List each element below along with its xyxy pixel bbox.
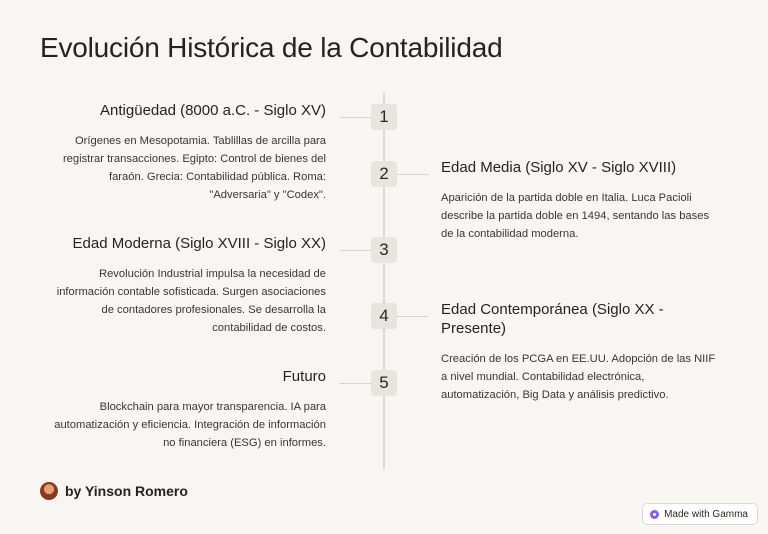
timeline-entry-4 (441, 300, 717, 404)
timeline-entry-text: Orígenes en Mesopotamia. Tablillas de arcilla para registrar transacciones. Egipto: Control de bienes del faraón. Grecia: Contabilidad pública. Roma: "Adversaria" y "Codex". (62, 135, 326, 201)
timeline-connector-4 (397, 316, 429, 317)
timeline-entry-text: Aparición de la partida doble en Italia. Luca Pacioli describe la partida doble en 1494, sentando las bases de la contabilidad moderna. (441, 192, 710, 240)
timeline-entry-2 (441, 158, 717, 243)
timeline-entry-title: Antigüedad (8000 a.C. - Siglo XV) (100, 102, 326, 119)
timeline-connector-3 (339, 250, 371, 251)
author-credit (40, 482, 188, 500)
timeline-axis (383, 93, 385, 469)
timeline-entry-title: Edad Contemporánea (Siglo XX - Presente) (441, 301, 664, 337)
made-with-gamma-label: Made with Gamma (664, 508, 748, 520)
timeline-entry-title: Edad Moderna (Siglo XVIII - Siglo XX) (72, 235, 326, 252)
timeline-number-1: 1 (371, 104, 397, 130)
timeline-entry-title: Futuro (282, 368, 326, 385)
author-name: by Yinson Romero (65, 483, 188, 499)
timeline-entry-title: Edad Media (Siglo XV - Siglo XVIII) (441, 159, 677, 176)
timeline-number-4: 4 (371, 303, 397, 329)
page-title: Evolución Histórica de la Contabilidad (40, 32, 503, 63)
timeline-entry-1 (50, 101, 326, 204)
timeline-entry-text: Revolución Industrial impulsa la necesidad de información contable sofisticada. Surgen asociaciones de contadores profesionales. Se desarrolla la contabilidad de costos. (56, 268, 326, 334)
timeline-connector-2 (397, 174, 429, 175)
timeline-entry-text: Creación de los PCGA en EE.UU. Adopción de las NIIF a nivel mundial. Contabilidad electrónica, automatización, Big Data y análisis predictivo. (441, 353, 716, 401)
timeline-entry-3 (50, 234, 326, 337)
timeline-number-5: 5 (371, 370, 397, 396)
made-with-gamma-button[interactable] (642, 503, 758, 525)
timeline-connector-5 (339, 383, 371, 384)
timeline-number-2: 2 (371, 161, 397, 187)
timeline-entry-5 (50, 367, 326, 452)
timeline-entry-text: Blockchain para mayor transparencia. IA para automatización y eficiencia. Integración de información no financiera (ESG) en informes. (54, 401, 326, 449)
avatar (40, 482, 58, 500)
timeline-connector-1 (339, 117, 371, 118)
gamma-logo-icon (650, 510, 659, 519)
timeline-number-3: 3 (371, 237, 397, 263)
